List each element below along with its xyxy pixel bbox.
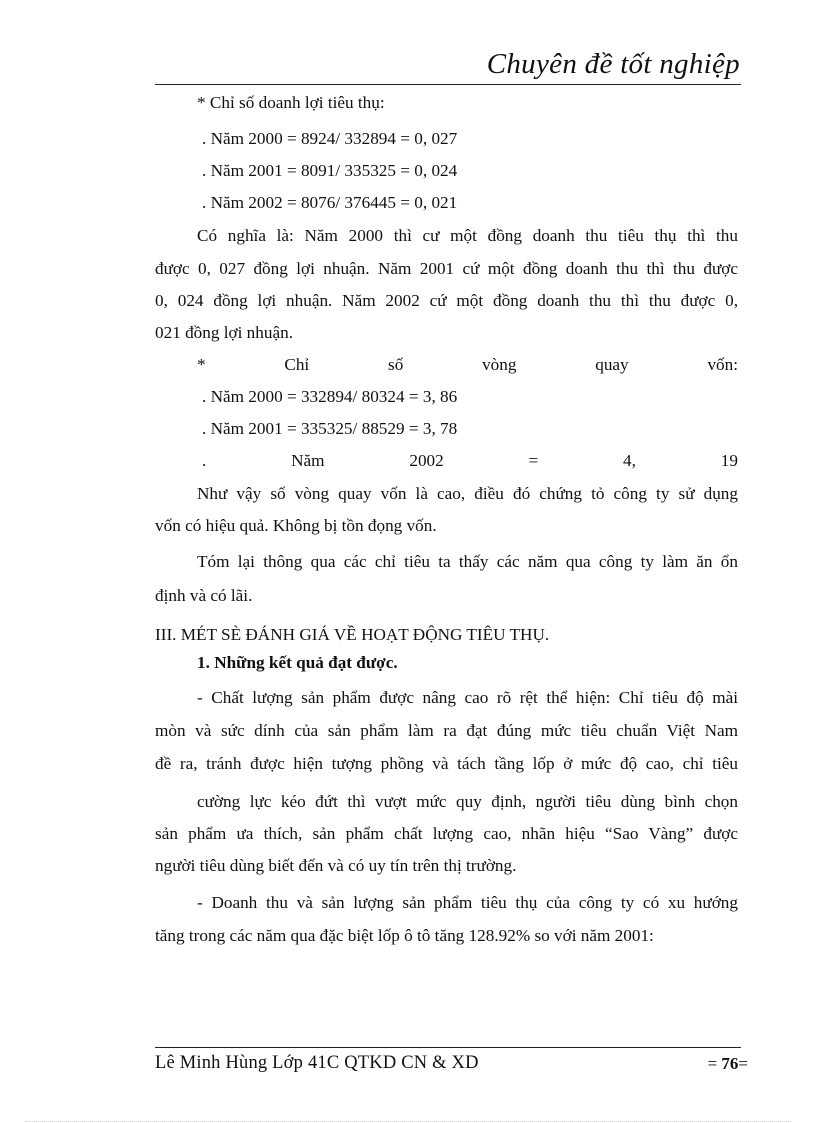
ratio-2001: . Năm 2001 = 8091/ 335325 = 0, 024 — [202, 161, 458, 180]
paragraph-line: đề ra, tránh được hiện tượng phồng và tách tầng lốp ở mức độ cao, chỉ tiêu — [155, 754, 738, 773]
page-edge-dotted-line — [25, 1121, 791, 1122]
paragraph-line: - Doanh thu và sản lượng sản phẩm tiêu thụ của công ty có xu hướng — [197, 893, 738, 912]
section-heading: III. MÉT SÈ ĐÁNH GIÁ VỀ HOẠT ĐỘNG TIÊU THỤ. — [155, 625, 550, 644]
vq-word: vòng — [482, 355, 517, 374]
paragraph-line: mòn và sức dính của sản phẩm làm ra đạt đúng mức tiêu chuẩn Việt Nam — [155, 721, 738, 740]
page-number — [708, 1054, 748, 1074]
page-number-prefix: = — [707, 1054, 718, 1073]
subsection-heading: 1. Những kết quả đạt được. — [197, 653, 398, 672]
ratio-2000: . Năm 2000 = 8924/ 332894 = 0, 027 — [202, 129, 458, 148]
n02-word: = — [528, 451, 539, 470]
turnover-2001: . Năm 2001 = 335325/ 88529 = 3, 78 — [202, 419, 458, 438]
n02-word: 2002 — [409, 451, 444, 470]
page-header-title: Chuyên đề tốt nghiệp — [486, 48, 740, 80]
paragraph-line: người tiêu dùng biết đến và có uy tín trên thị trường. — [155, 856, 517, 875]
turnover-2000: . Năm 2000 = 332894/ 80324 = 3, 86 — [202, 387, 458, 406]
doanh-loi-heading: * Chỉ số doanh lợi tiêu thụ: — [197, 93, 385, 112]
paragraph-line: được 0, 027 đồng lợi nhuận. Năm 2001 cứ một đồng doanh thu thì thu được — [155, 259, 738, 278]
n02-word: Năm — [291, 451, 325, 470]
paragraph-line: - Chất lượng sản phẩm được nâng cao rõ rệt thể hiện: Chỉ tiêu độ mài — [197, 688, 738, 707]
vq-word: vốn: — [707, 355, 738, 374]
paragraph-line: Có nghĩa là: Năm 2000 thì cư một đồng doanh thu tiêu thụ thì thu — [197, 226, 738, 245]
footer-author: Lê Minh Hùng Lớp 41C QTKD CN & XD — [155, 1053, 479, 1073]
n02-word: 19 — [720, 451, 738, 470]
paragraph-line: cường lực kéo đứt thì vượt mức quy định, người tiêu dùng bình chọn — [197, 792, 738, 811]
paragraph-line: tăng trong các năm qua đặc biệt lốp ô tô tăng 128.92% so với năm 2001: — [155, 926, 654, 945]
paragraph-line: sản phẩm ưa thích, sản phẩm chất lượng cao, nhãn hiệu “Sao Vàng” được — [155, 824, 738, 843]
header-rule — [155, 84, 741, 85]
ratio-2002: . Năm 2002 = 8076/ 376445 = 0, 021 — [202, 193, 458, 212]
paragraph-line: vốn có hiệu quả. Không bị tồn đọng vốn. — [155, 516, 437, 535]
footer-rule — [155, 1047, 741, 1048]
turnover-2002 — [202, 450, 738, 472]
page-number-suffix: = — [738, 1054, 748, 1073]
paragraph-line: 021 đồng lợi nhuận. — [155, 323, 293, 342]
paragraph-line: 0, 024 đồng lợi nhuận. Năm 2002 cứ một đồng doanh thu thì thu được 0, — [155, 291, 738, 310]
vq-word: số — [388, 355, 404, 374]
n02-word: 4, — [623, 451, 636, 470]
paragraph-line: Tóm lại thông qua các chỉ tiêu ta thấy các năm qua công ty làm ăn ổn — [197, 552, 738, 571]
paragraph-line: định và có lãi. — [155, 586, 253, 605]
paragraph-line: Như vậy số vòng quay vốn là cao, điều đó chứng tỏ công ty sử dụng — [197, 484, 738, 503]
vq-word: Chỉ — [284, 355, 310, 374]
vq-word: * — [197, 355, 206, 374]
vq-word: quay — [595, 355, 629, 374]
n02-word: . — [202, 451, 207, 470]
vong-quay-heading — [197, 354, 738, 376]
page-number-value: 76 — [721, 1054, 739, 1073]
